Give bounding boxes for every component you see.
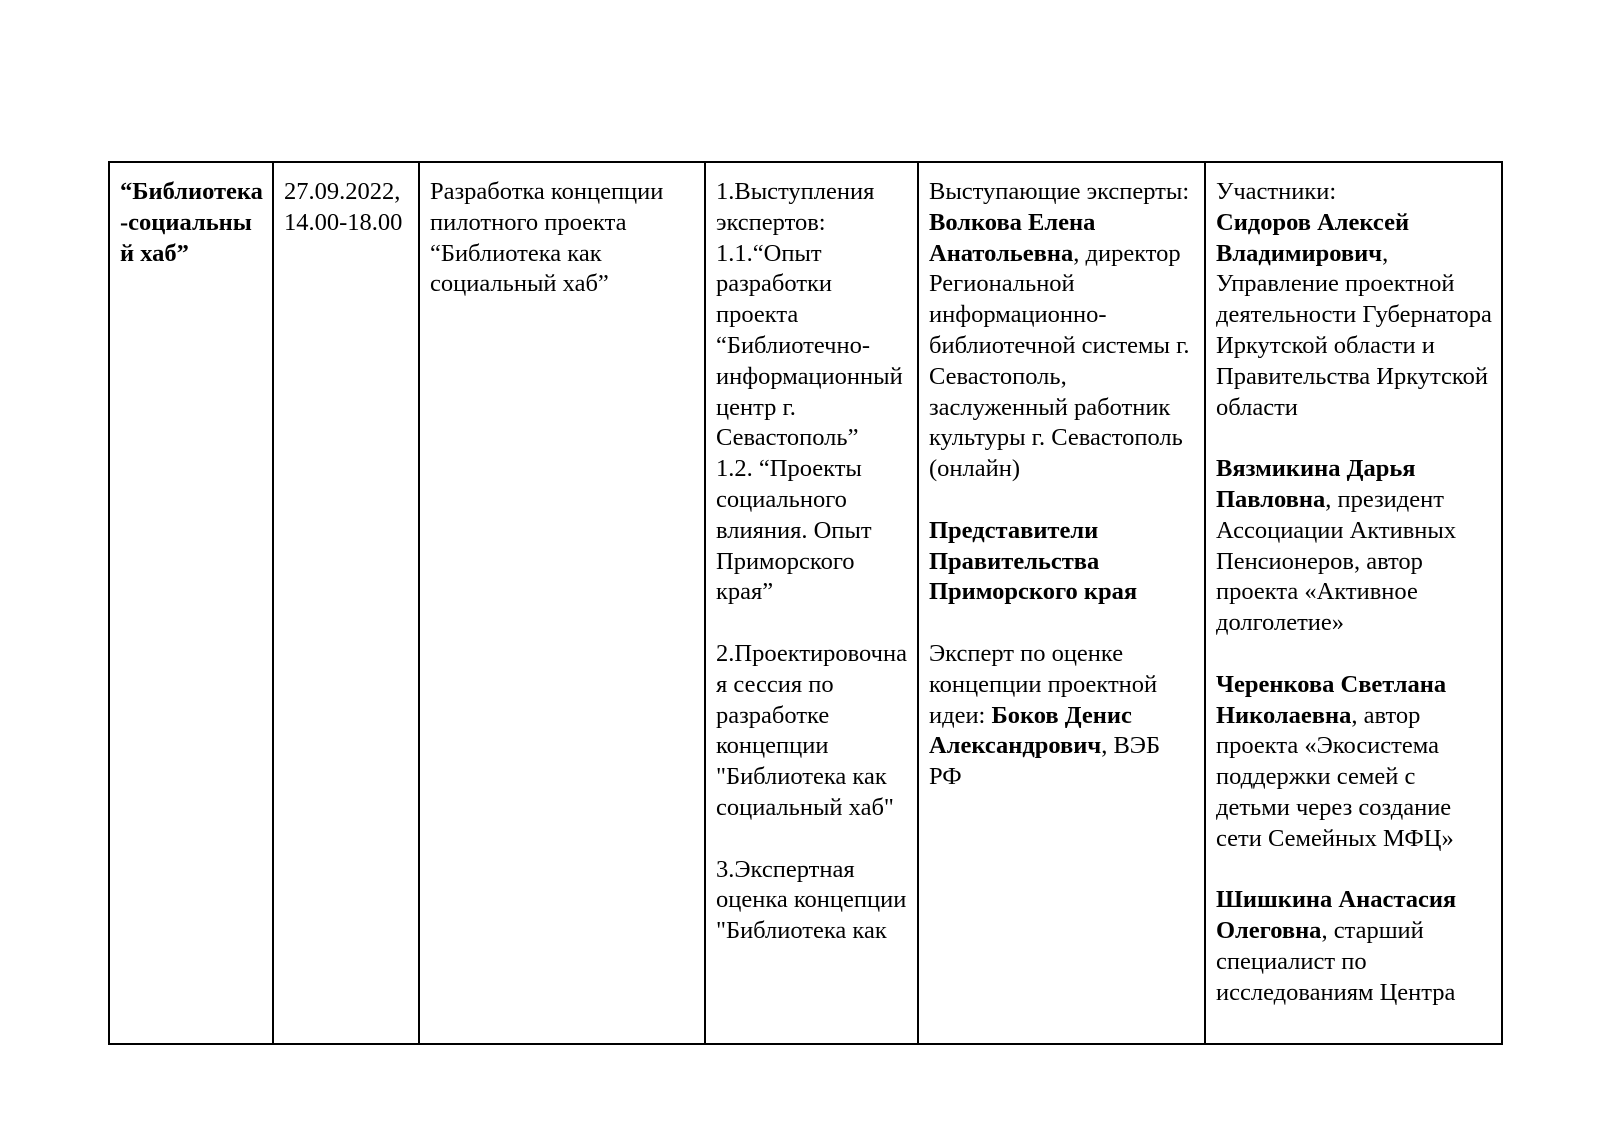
speakers-heading: Выступающие эксперты: [929, 178, 1190, 205]
participant-entry [1216, 454, 1492, 639]
participant-description: , старший специалист по исследованиям Центра [1216, 917, 1456, 1006]
expert-entry [929, 639, 1195, 793]
participant-name: Шишкина Анастасия Олеговна [1216, 886, 1457, 945]
program-item-1-heading: 1.Выступления экспертов: [716, 178, 875, 236]
program-item-1-1: 1.1.“Опыт разработки проекта “Библиотечно-информационный центр г. Севастополь” [716, 239, 903, 452]
speaker-group: Представители Правительства Приморского края [929, 516, 1138, 606]
speakers-cell [918, 162, 1205, 1044]
event-datetime-cell [273, 162, 419, 1044]
participants-heading: Участники: [1216, 178, 1337, 205]
participant-name: Черенкова Светлана Николаевна [1216, 670, 1447, 729]
participant-entry [1216, 885, 1492, 1008]
speaker-entry [929, 208, 1195, 485]
participant-name: Вязмикина Дарья Павловна [1216, 455, 1416, 513]
speaker-description: , директор Региональной информационно-библиотечной системы г. Севастополь, заслуженный работник культуры г. Севастополь (онлайн) [929, 239, 1190, 483]
program-item-1-2: 1.2. “Проекты социального влияния. Опыт Приморского края” [716, 455, 872, 606]
event-datetime: 27.09.2022, 14.00-18.00 [284, 178, 403, 236]
event-title-cell [109, 162, 273, 1044]
participant-name: Сидоров Алексей Владимирович [1216, 208, 1410, 267]
event-description-cell [419, 162, 705, 1044]
speaker-name: Волкова Елена Анатольевна [929, 208, 1096, 267]
program-cell [705, 162, 918, 1044]
program-item-2: 2.Проектировочная сессия по разработке концепции "Библиотека как социальный хаб" [716, 639, 907, 821]
program-item-3: 3.Экспертная оценка концепции "Библиотека как [716, 855, 907, 945]
expert-prefix: Эксперт по оценке концепции проектной идеи: [929, 639, 1158, 729]
event-description: Разработка концепции пилотного проекта “Библиотека как социальный хаб” [430, 178, 664, 298]
participants-cell [1205, 162, 1502, 1044]
participant-description: , президент Ассоциации Активных Пенсионеров, автор проекта «Активное долголетие» [1216, 485, 1457, 637]
expert-org: , ВЭБ РФ [929, 732, 1161, 791]
participant-description: , Управление проектной деятельности Губернатора Иркутской области и Правительства Иркутской области [1216, 239, 1492, 421]
expert-name: Боков Денис Александрович [929, 701, 1132, 760]
event-title: “Библиотека-социальный хаб” [120, 178, 263, 267]
participant-description: , автор проекта «Экосистема поддержки семей с детьми через создание сети Семейных МФЦ» [1216, 701, 1454, 852]
participant-entry [1216, 208, 1492, 424]
participant-entry [1216, 670, 1492, 855]
agenda-table [108, 161, 1503, 1045]
table-row [109, 162, 1502, 1044]
